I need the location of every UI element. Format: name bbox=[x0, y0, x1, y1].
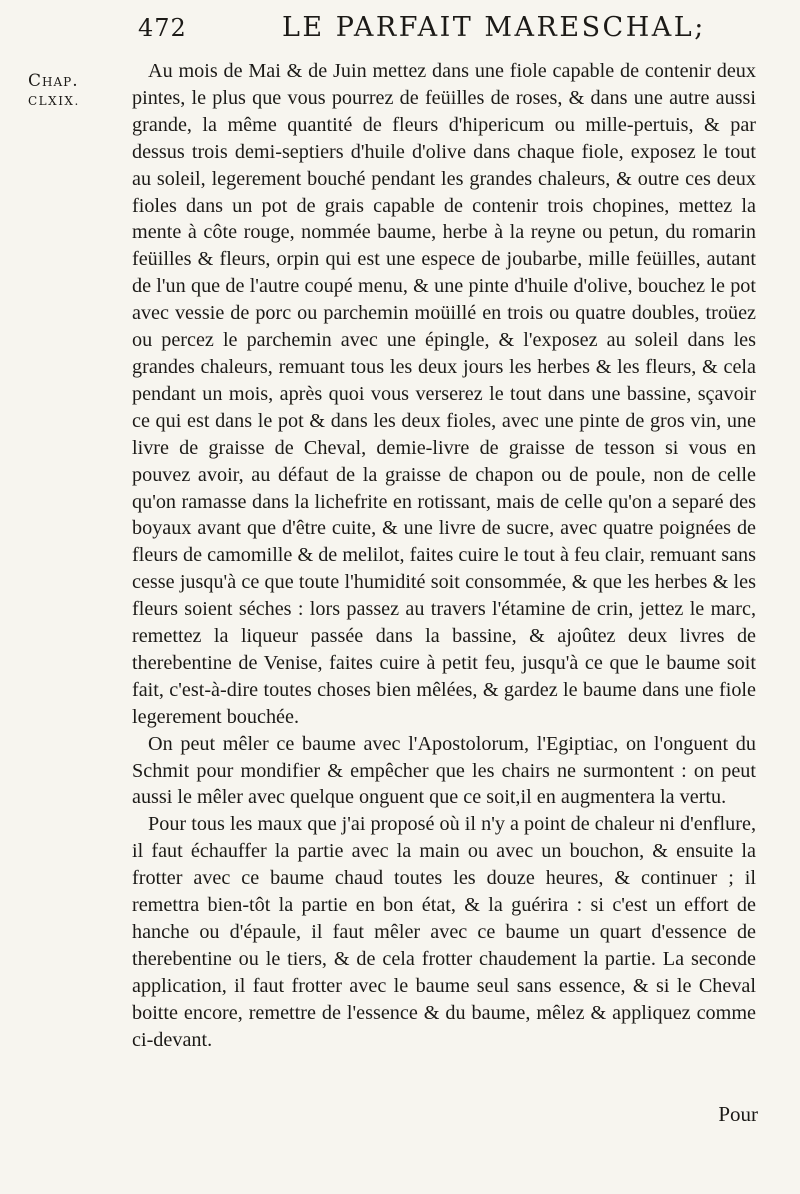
chapter-label: Chap. bbox=[28, 71, 79, 91]
running-title: LE PARFAIT MARESCHAL; bbox=[282, 12, 706, 43]
catchword: Pour bbox=[718, 1102, 758, 1126]
paragraph-balm-recipe: Au mois de Mai & de Juin mettez dans une fiole capable de contenir deux pintes, le plus que vous pourrez de feüilles de roses, & dans une autre aussi grande, la même quantité de fleurs d'hipericum ou mille-pertuis, & par dessus trois demi-septiers d'huile d'olive dans chaque fiole, exposez le tout au soleil, legerement bouché pendant les grandes chaleurs, & outre ces deux fioles dans un pot de grais capable de contenir trois chopines, mettez la mente à côte rouge, nommée baume, herbe à la reyne ou petun, du romarin feüilles & fleurs, orpin qui est une espece de joubarbe, mille feüilles, autant de l'un que de l'autre coupé menu, & une pinte d'huile d'olive, bouchez le pot avec vessie de porc ou parchemin moüillé en trois ou quatre doubles, troüez ou percez le parchemin avec une épingle, & l'exposez au soleil dans les grandes chaleurs, remuant tous les deux jours les herbes & les fleurs, & cela pendant un mois, après quoi vous verserez le tout dans une bassine, sçavoir ce qui est dans le pot & dans les deux fioles, avec une pinte de gros vin, une livre de graisse de Cheval, demie-livre de graisse de tesson si vous en pouvez avoir, au défaut de la graisse de chapon ou de poule, non de celle qu'on ramasse dans la lichefrite en rotissant, mais de celle qu'on a separé des boyaux avant que d'être cuite, & une livre de sucre, avec quatre poignées de fleurs de camomille & de melilot, faites cuire le tout à feu clair, remuant sans cesse jusqu'à ce que toute l'humidité soit consommée, & que les herbes & les fleurs soient séches : lors passez au travers l'étamine de crin, jettez le marc, remettez la liqueur passée dans la bassine, & ajoûtez deux livres de therebentine de Venise, faites cuire à petit feu, jusqu'à ce que le baume soit fait, c'est-à-dire toutes choses bien mêlées, & gardez le baume dans une fiole legerement bouchée. bbox=[132, 60, 756, 728]
paragraph-balm-application: Pour tous les maux que j'ai proposé où il n'y a point de chaleur ni d'enflure, il faut échauffer la partie avec la main ou avec un bouchon, & ensuite la frotter avec ce baume chaud toutes les douze heures, & continuer ; il remettra bien-tôt la partie en bon état, & la guérira : si c'est un effort de hanche ou d'épaule, il faut mêler avec ce baume un quart d'essence de therebentine ou le tiers, & de cela frotter chaudement la partie. La seconde application, il faut frotter avec le baume seul sans essence, & si le Cheval boitte encore, remettre de l'essence & du baume, mêlez & appliquez comme ci-devant. bbox=[132, 813, 756, 1051]
body-text bbox=[132, 58, 756, 1054]
chapter-margin-note bbox=[28, 72, 108, 110]
paragraph-balm-mixing: On peut mêler ce baume avec l'Apostolorum, l'Egiptiac, on l'onguent du Schmit pour mondifier & empêcher que les chairs ne surmontent : on peut aussi le mêler avec quelque onguent que ce soit,il en augmentera la vertu. bbox=[132, 732, 756, 809]
page-number: 472 bbox=[138, 14, 187, 42]
chapter-number: CLXIX. bbox=[28, 94, 80, 108]
